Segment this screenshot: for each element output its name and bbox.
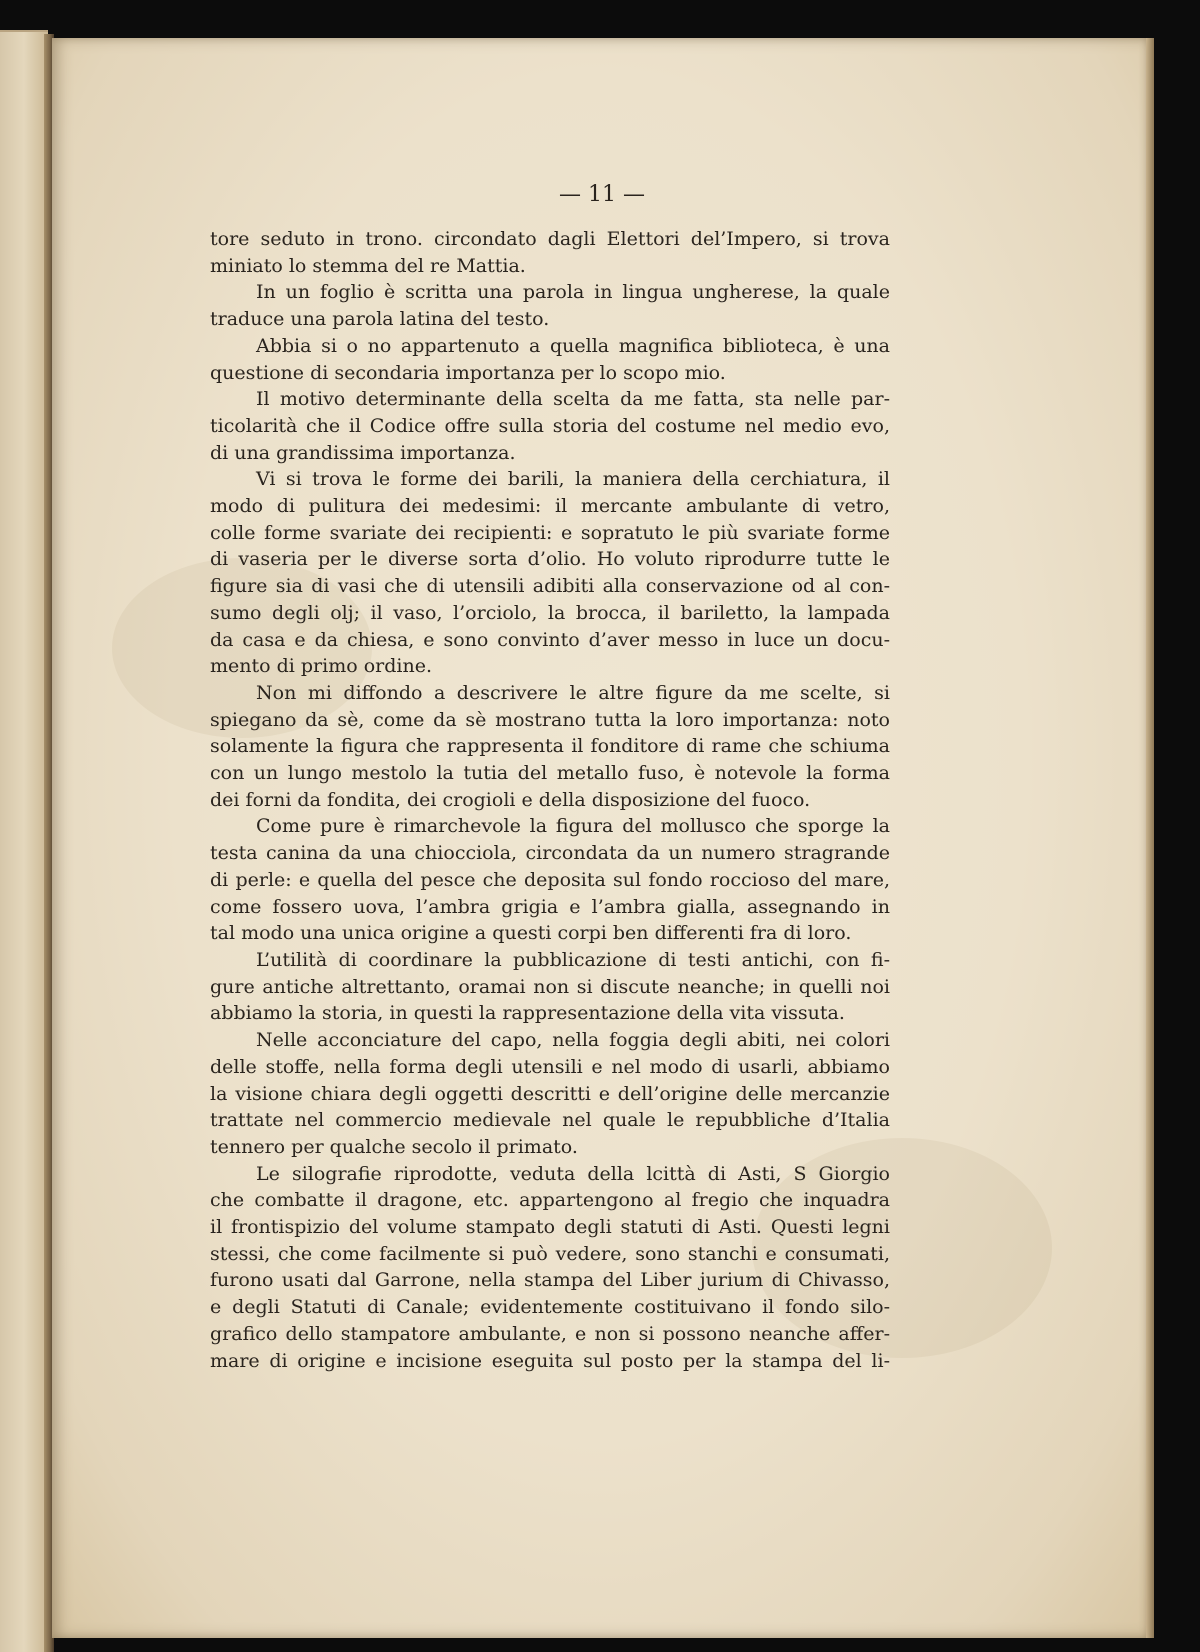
text-line: figure sia di vasi che di utensili adibiti alla conservazione od al con- xyxy=(210,575,890,598)
text-line: sumo degli olj; il vaso, l’orciolo, la brocca, il bariletto, la lampada xyxy=(210,601,890,624)
text-line: grafico dello stampatore ambulante, e non si possono neanche affer- xyxy=(210,1322,890,1345)
text-line: gure antiche altrettanto, oramai non si discute neanche; in quelli noi xyxy=(210,975,890,998)
text-line: tal modo una unica origine a questi corpi ben differenti fra di loro. xyxy=(210,922,852,945)
text-line: Abbia si o no appartenuto a quella magnifica biblioteca, è una xyxy=(256,334,890,357)
text-line: Nelle acconciature del capo, nella foggia degli abiti, nei colori xyxy=(256,1029,890,1052)
text-line: Vi si trova le forme dei barili, la maniera della cerchiatura, il xyxy=(256,468,890,491)
text-line: il frontispizio del volume stampato degli statuti di Asti. Questi legni xyxy=(210,1216,890,1239)
text-line: di una grandissima importanza. xyxy=(210,441,516,464)
text-line: Non mi diffondo a descrivere le altre figure da me scelte, si xyxy=(256,681,890,704)
text-line: la visione chiara degli oggetti descritti e dell’origine delle mercanzie xyxy=(210,1082,890,1105)
text-line: che combatte il dragone, etc. appartengono al fregio che inquadra xyxy=(210,1189,890,1212)
text-line: trattate nel commercio medievale nel quale le repubbliche d’Italia xyxy=(210,1109,890,1132)
text-line: mare di origine e incisione eseguita sul posto per la stampa del li- xyxy=(210,1349,890,1372)
page-number: — 11 — xyxy=(559,182,645,207)
text-line: di vaseria per le diverse sorta d’olio. Ho voluto riprodurre tutte le xyxy=(210,548,890,571)
text-line: mento di primo ordine. xyxy=(210,655,432,678)
text-line: Il motivo determinante della scelta da me fatta, sta nelle par- xyxy=(256,388,890,411)
text-line: delle stoffe, nella forma degli utensili e nel modo di usarli, abbiamo xyxy=(210,1055,890,1078)
text-line: dei forni da fondita, dei crogioli e della disposizione del fuoco. xyxy=(210,788,811,811)
text-line: stessi, che come facilmente si può vedere, sono stanchi e consumati, xyxy=(210,1242,890,1265)
body-text xyxy=(210,226,890,1374)
text-line: abbiamo la storia, in questi la rappresentazione della vita vissuta. xyxy=(210,1002,845,1025)
text-line: come fossero uova, l’ambra grigia e l’ambra gialla, assegnando in xyxy=(210,895,890,918)
text-line: di perle: e quella del pesce che deposita sul fondo roccioso del mare, xyxy=(210,868,890,891)
text-line: ticolarità che il Codice offre sulla storia del costume nel medio evo, xyxy=(210,414,890,437)
text-line: e degli Statuti di Canale; evidentemente costituivano il fondo silo- xyxy=(210,1296,890,1319)
right-page-edge xyxy=(1146,38,1154,1638)
text-line: Le silografie riprodotte, veduta della lcittà di Asti, S Giorgio xyxy=(256,1162,890,1185)
text-line: con un lungo mestolo la tutia del metallo fuso, è notevole la forma xyxy=(210,762,890,785)
text-line: solamente la figura che rappresenta il fonditore di rame che schiuma xyxy=(210,735,890,758)
text-line: miniato lo stemma del re Mattia. xyxy=(210,254,526,277)
text-line: furono usati dal Garrone, nella stampa del Liber jurium di Chivasso, xyxy=(210,1269,890,1292)
left-page-edge xyxy=(0,30,48,1652)
text-line: L’utilità di coordinare la pubblicazione di testi antichi, con fi- xyxy=(256,948,890,971)
text-line: tennero per qualche secolo il primato. xyxy=(210,1135,578,1158)
text-line: Come pure è rimarchevole la figura del mollusco che sporge la xyxy=(256,815,890,838)
text-line: testa canina da una chiocciola, circondata da un numero stragrande xyxy=(210,842,890,865)
text-line: colle forme svariate dei recipienti: e sopratuto le più svariate forme xyxy=(210,521,890,544)
text-line: spiegano da sè, come da sè mostrano tutta la loro importanza: noto xyxy=(210,708,890,731)
text-line: questione di secondaria importanza per lo scopo mio. xyxy=(210,361,726,384)
text-line: modo di pulitura dei medesimi: il mercante ambulante di vetro, xyxy=(210,495,890,518)
text-line: traduce una parola latina del testo. xyxy=(210,308,550,331)
text-line: In un foglio è scritta una parola in lingua ungherese, la quale xyxy=(256,281,890,304)
text-line: tore seduto in trono. circondato dagli Elettori del’Impero, si trova xyxy=(210,228,890,250)
text-line: da casa e da chiesa, e sono convinto d’aver messo in luce un docu- xyxy=(210,628,890,651)
